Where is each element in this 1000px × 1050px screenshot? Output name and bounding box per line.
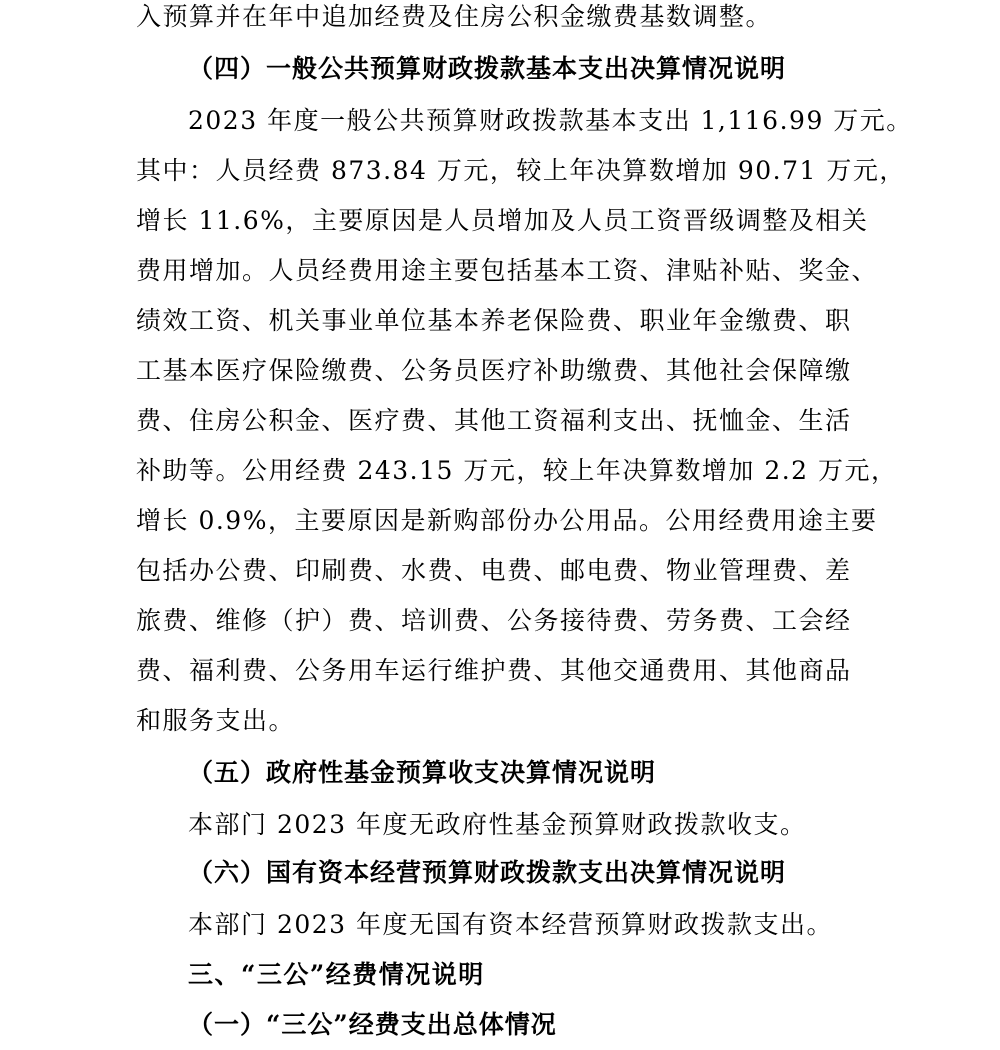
text-line: 增长 0.9%，主要原因是新购部份办公用品。公用经费用途主要 xyxy=(136,506,878,535)
text-line: 旅费、维修（护）费、培训费、公务接待费、劳务费、工会经 xyxy=(136,606,852,635)
subheading-state-capital-budget: （六）国有资本经营预算财政拨款支出决算情况说明 xyxy=(188,858,787,887)
text-line: 其中：人员经费 873.84 万元，较上年决算数增加 90.71 万元， xyxy=(136,156,906,185)
text-line: 绩效工资、机关事业单位基本养老保险费、职业年金缴费、职 xyxy=(136,306,852,335)
section-heading-three-public-expenses: 三、“三公”经费情况说明 xyxy=(188,960,485,989)
subheading-government-fund-budget: （五）政府性基金预算收支决算情况说明 xyxy=(188,758,657,787)
text-line: 2023 年度一般公共预算财政拨款基本支出 1,116.99 万元。 xyxy=(188,106,913,135)
text-line: 费、住房公积金、医疗费、其他工资福利支出、抚恤金、生活 xyxy=(136,406,852,435)
text-line: 增长 11.6%，主要原因是人员增加及人员工资晋级调整及相关 xyxy=(136,206,869,235)
text-line: 本部门 2023 年度无国有资本经营预算财政拨款支出。 xyxy=(188,910,834,939)
text-line: 工基本医疗保险缴费、公务员医疗补助缴费、其他社会保障缴 xyxy=(136,356,852,385)
subheading-general-budget-basic-expenditure: （四）一般公共预算财政拨款基本支出决算情况说明 xyxy=(188,54,787,83)
text-line: 入预算并在年中追加经费及住房公积金缴费基数调整。 xyxy=(136,2,773,31)
text-line: 本部门 2023 年度无政府性基金预算财政拨款收支。 xyxy=(188,810,807,839)
text-line: 包括办公费、印刷费、水费、电费、邮电费、物业管理费、差 xyxy=(136,556,852,585)
text-line: 和服务支出。 xyxy=(136,706,296,735)
text-line: 补助等。公用经费 243.15 万元，较上年决算数增加 2.2 万元， xyxy=(136,456,898,485)
text-line: 费、福利费、公务用车运行维护费、其他交通费用、其他商品 xyxy=(136,656,852,685)
text-line: 费用增加。人员经费用途主要包括基本工资、津贴补贴、奖金、 xyxy=(136,256,879,285)
subheading-three-public-overall: （一）“三公”经费支出总体情况 xyxy=(188,1010,557,1039)
